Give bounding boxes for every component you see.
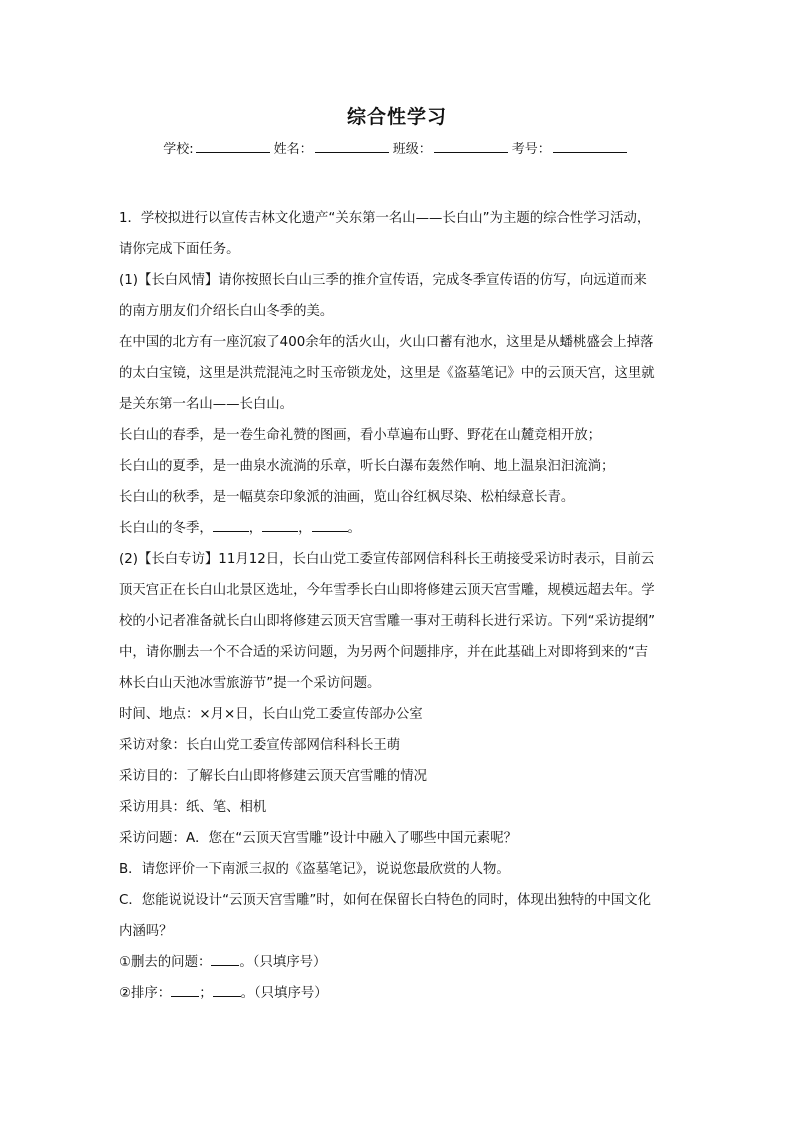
- class-label: 班级：: [392, 142, 432, 157]
- delete-question-line: [119, 947, 679, 978]
- delete-suffix: 。（只填序号）: [239, 955, 327, 970]
- order-prefix: ②排序：: [119, 986, 172, 1001]
- text-line: 中，请你删去一个不合适的采访问题，为另两个问题排序，并在此基础上对即将到来的“吉: [119, 645, 649, 660]
- text-line: B．请您评价一下南派三叔的《盗墓笔记》，说说您最欣赏的人物。: [119, 862, 510, 877]
- class-blank[interactable]: [434, 139, 508, 153]
- order-sep: ；: [199, 986, 213, 1001]
- text-line: 采访对象：长白山党工委宣传部网信科科长王萌: [119, 738, 401, 753]
- text-line: (2)【长白专访】11月12日，长白山党工委宣传部网信科科长王萌接受采访时表示，目前云: [119, 552, 655, 567]
- student-info-line: [0, 139, 794, 159]
- text-line: 内涵吗？: [119, 924, 173, 939]
- text-line: 是关东第一名山——长白山。: [119, 397, 294, 412]
- school-blank[interactable]: [196, 139, 270, 153]
- text-line: 长白山的夏季，是一曲泉水流淌的乐章，听长白瀑布轰然作响、地上温泉汩汩流淌；: [119, 459, 615, 474]
- text-line: 采访问题：A．您在“云顶天宫雪雕”设计中融入了哪些中国元素呢？: [119, 831, 517, 846]
- text-line: 1．学校拟进行以宣传吉林文化遗产“关东第一名山——长白山”为主题的综合性学习活动，: [119, 211, 651, 226]
- text-line: 林长白山天池冰雪旅游节”提一个采访问题。: [119, 676, 381, 691]
- winter-prefix: 长白山的冬季，: [119, 521, 213, 536]
- school-label: 学校:: [163, 142, 194, 157]
- text-line: 长白山的春季，是一卷生命礼赞的图画，看小草遍布山野、野花在山麓竞相开放；: [119, 428, 602, 443]
- text-line: 时间、地点：×月×日，长白山党工委宣传部办公室: [119, 707, 423, 722]
- winter-end: 。: [347, 521, 361, 536]
- order-question-line: [119, 978, 679, 1009]
- page-title: 综合性学习: [346, 106, 447, 128]
- number-label: 考号：: [511, 142, 551, 157]
- text-line: 校的小记者准备就长白山即将修建云顶天宫雪雕一事对王萌科长进行采访。下列“采访提纲”: [119, 614, 656, 629]
- text-line: 采访用具：纸、笔、相机: [119, 800, 267, 815]
- text-line: 采访目的：了解长白山即将修建云顶天宫雪雕的情况: [119, 769, 427, 784]
- delete-blank[interactable]: [211, 951, 239, 966]
- text-line: C．您能说说设计“云顶天宫雪雕”时，如何在保留长白特色的同时，体现出独特的中国文化: [119, 893, 652, 908]
- order-suffix: 。（只填序号）: [240, 986, 328, 1001]
- winter-sep-1: ，: [248, 521, 263, 536]
- winter-blank-3[interactable]: [312, 517, 348, 532]
- text-line: 在中国的北方有一座沉寂了400余年的活火山，火山口蓄有池水，这里是从蟠桃盛会上掉落: [119, 335, 654, 350]
- winter-blank-2[interactable]: [262, 517, 298, 532]
- winter-fill-line: [119, 513, 679, 544]
- name-blank[interactable]: [315, 139, 389, 153]
- text-line: (1)【长白风情】请你按照长白山三季的推介宣传语，完成冬季宣传语的仿写，向远道而来: [119, 273, 647, 288]
- text-line: 长白山的秋季，是一幅莫奈印象派的油画，览山谷红枫尽染、松柏绿意长青。: [119, 490, 575, 505]
- text-line: 的太白宝镜，这里是洪荒混沌之时玉帝锁龙处，这里是《盗墓笔记》中的云顶天宫，这里就: [119, 366, 655, 381]
- delete-prefix: ①删去的问题：: [119, 955, 212, 970]
- winter-sep-2: ，: [298, 521, 312, 536]
- winter-blank-1[interactable]: [213, 517, 249, 532]
- text-line: 请你完成下面任务。: [119, 242, 240, 257]
- order-blank-2[interactable]: [213, 982, 241, 997]
- text-line: 的南方朋友们介绍长白山冬季的美。: [119, 304, 334, 319]
- text-line: 顶天宫正在长白山北景区选址，今年雪季长白山即将修建云顶天宫雪雕，规模远超去年。学: [119, 583, 655, 598]
- number-blank[interactable]: [553, 139, 627, 153]
- name-label: 姓名：: [273, 142, 313, 157]
- order-blank-1[interactable]: [171, 982, 199, 997]
- question-body: [119, 203, 679, 1009]
